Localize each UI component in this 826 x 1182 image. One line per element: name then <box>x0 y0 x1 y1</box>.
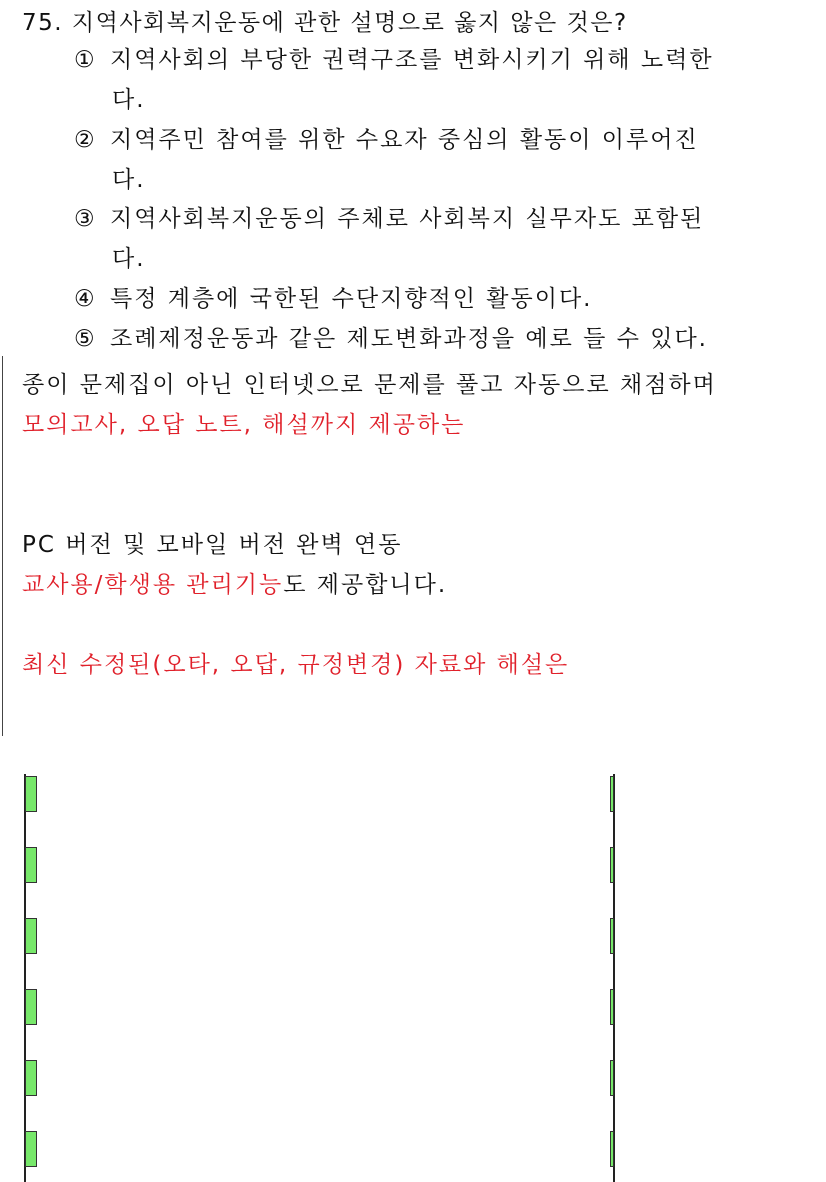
option-number: ⑤ <box>74 326 97 352</box>
option-5[interactable] <box>74 319 774 359</box>
question-title <box>22 6 628 40</box>
strip-edge <box>613 774 615 1182</box>
film-strip-left <box>24 774 38 1182</box>
strip-edge <box>24 774 26 1182</box>
ad-line-3: PC 버전 및 모바일 버전 완벽 연동 <box>22 532 403 558</box>
option-text: 지역사회의 부당한 권력구조를 변화시키기 위해 노력한 <box>110 47 714 73</box>
option-number: ④ <box>74 286 97 312</box>
option-number: ② <box>74 127 97 153</box>
option-text-continued: 다. <box>112 87 146 113</box>
film-strip-right <box>610 774 616 1182</box>
strip-segment <box>25 1060 37 1096</box>
strip-segment <box>610 989 614 1025</box>
option-1[interactable] <box>74 40 774 120</box>
ad-line-1: 종이 문제집이 아닌 인터넷으로 문제를 풀고 자동으로 채점하며 <box>22 372 717 398</box>
option-text: 조례제정운동과 같은 제도변화과정을 예로 들 수 있다. <box>110 326 708 352</box>
ad-line-5: 최신 수정된(오타, 오답, 규정변경) 자료와 해설은 <box>22 652 570 678</box>
ad-text: 도 제공합니다. <box>283 572 448 598</box>
strip-segment <box>25 776 37 812</box>
ad-highlight: 교사용/학생용 관리기능 <box>22 572 284 598</box>
option-text: 지역주민 참여를 위한 수요자 중심의 활동이 이루어진 <box>110 127 699 153</box>
strip-segment <box>610 1131 614 1167</box>
option-text-continued: 다. <box>112 246 146 272</box>
option-text: 지역사회복지운동의 주체로 사회복지 실무자도 포함된 <box>110 206 705 232</box>
option-3[interactable] <box>74 199 774 279</box>
strip-segment <box>25 847 37 883</box>
question-number: 75. <box>22 10 64 36</box>
option-number: ① <box>74 47 97 73</box>
strip-segment <box>25 989 37 1025</box>
option-text: 특정 계층에 국한된 수단지향적인 활동이다. <box>110 286 593 312</box>
strip-segment <box>610 847 614 883</box>
option-text-continued: 다. <box>112 167 146 193</box>
margin-rule <box>2 356 3 736</box>
strip-segment <box>610 776 614 812</box>
strip-segment <box>25 1131 37 1167</box>
option-4[interactable] <box>74 279 774 319</box>
option-number: ③ <box>74 206 97 232</box>
question-text: 지역사회복지운동에 관한 설명으로 옳지 않은 것은? <box>71 10 628 36</box>
strip-segment <box>25 918 37 954</box>
strip-segment <box>610 1060 614 1096</box>
option-2[interactable] <box>74 120 774 200</box>
ad-line-2: 모의고사, 오답 노트, 해설까지 제공하는 <box>22 412 466 438</box>
strip-segment <box>610 918 614 954</box>
ad-line-4 <box>22 568 447 602</box>
